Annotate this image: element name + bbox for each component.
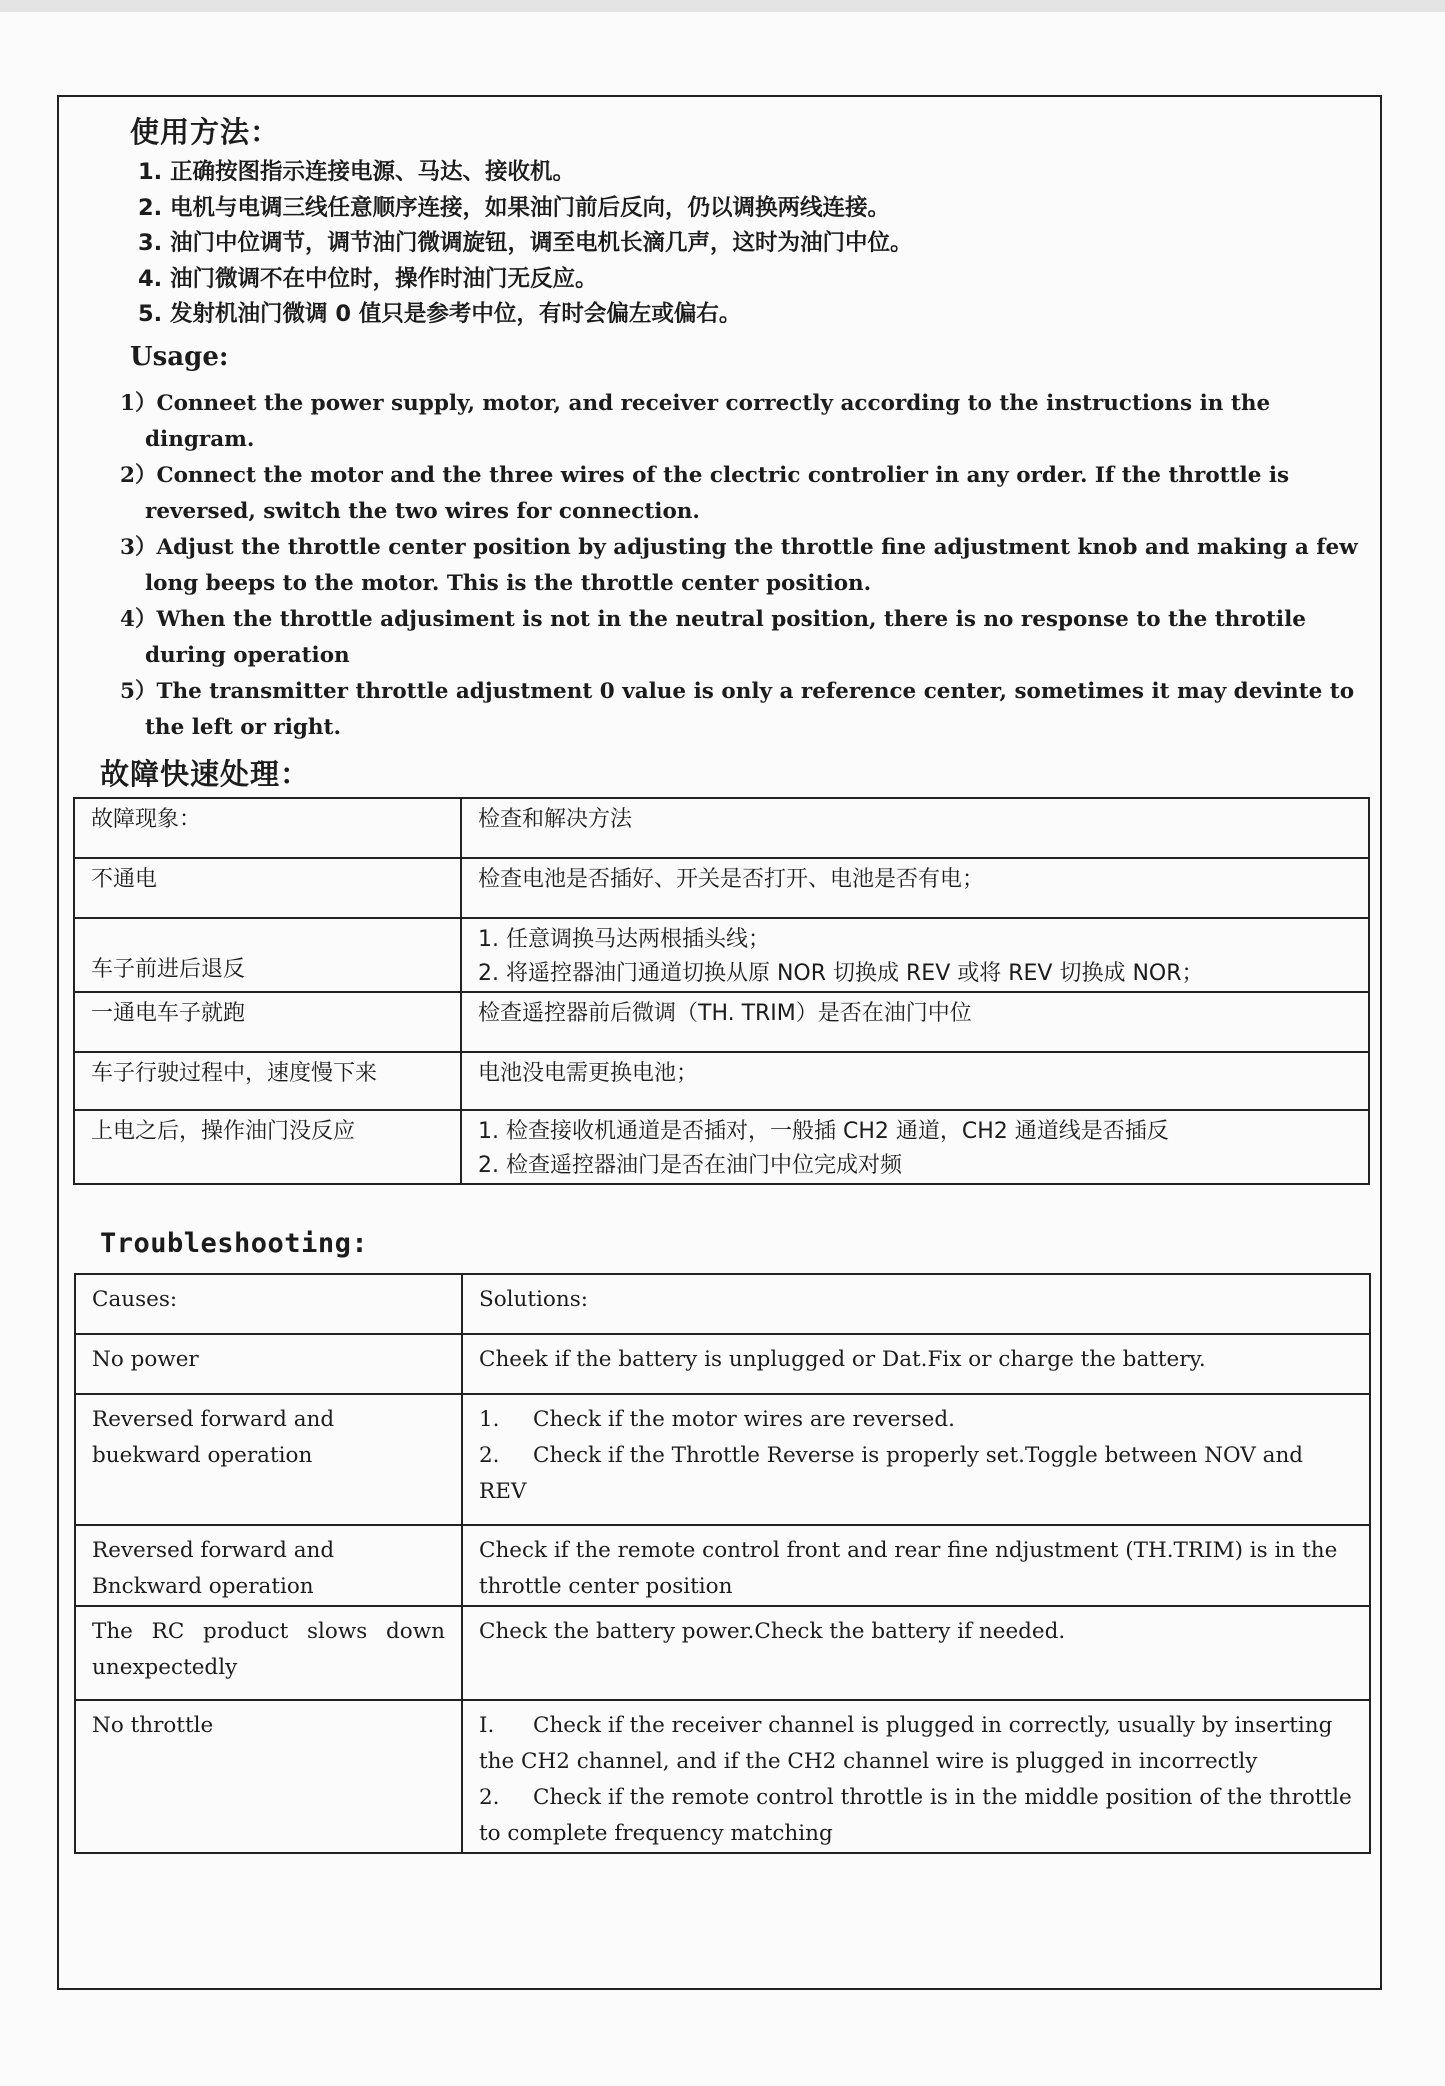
solution-text: Cheek if the battery is unplugged or Dat.Fix or charge the battery. — [479, 1347, 1206, 1372]
table-row — [75, 1700, 1370, 1853]
usage-en-step: 5）The transmitter throttle adjustment 0 value is only a reference center, sometimes it may devinte to the left or right. — [120, 679, 1355, 740]
top-strip — [0, 0, 1445, 12]
cause-cell: No throttle — [75, 1700, 462, 1853]
usage-en-step: 1）Conneet the power supply, motor, and receiver correctly according to the instructions in the dingram. — [120, 391, 1271, 452]
cause-cell: Reversed forward and buekward operation — [75, 1394, 462, 1525]
cause-cell: 车子前进后退反 — [74, 918, 461, 992]
solution-header: 检查和解决方法 — [461, 798, 1369, 858]
cause-cell: 上电之后，操作油门没反应 — [74, 1110, 461, 1184]
trouble-cn-title: 故障快速处理： — [100, 757, 311, 791]
solution-number: 2. — [479, 1443, 500, 1468]
usage-en-step: 4）When the throttle adjusiment is not in the neutral position, there is no response to the throtile during operation — [120, 607, 1306, 668]
solution-line — [479, 1708, 1353, 1780]
table-row — [75, 1525, 1370, 1606]
solution-line — [479, 1614, 1353, 1650]
solution-line — [479, 1438, 1353, 1510]
solution-text: Check the battery power.Check the battery if needed. — [479, 1619, 1066, 1644]
cause-cell: 一通电车子就跑 — [74, 992, 461, 1052]
solution-line: 1. 检查接收机通道是否插对，一般插 CH2 通道，CH2 通道线是否插反 — [478, 1119, 1169, 1144]
cause-header: 故障现象： — [74, 798, 461, 858]
usage-en-step: 3）Adjust the throttle center position by adjusting the throttle fine adjustment knob and making a few long beeps to the motor. This is the throttle center position. — [120, 535, 1358, 596]
solution-text: Check if the receiver channel is plugged in correctly, usually by inserting the CH2 channel, and if the CH2 channel wire is plugged in incorrectly — [479, 1713, 1333, 1774]
solution-cell: 检查遥控器前后微调（TH. TRIM）是否在油门中位 — [461, 992, 1369, 1052]
solution-line — [479, 1402, 1353, 1438]
solution-text: Check if the remote control front and rear fine ndjustment (TH.TRIM) is in the throttle center position — [479, 1538, 1338, 1599]
table-row — [75, 1394, 1370, 1525]
usage-cn-step: 3. 油门中位调节，调节油门微调旋钮，调至电机长滴几声，这时为油门中位。 — [138, 230, 913, 256]
trouble-cn-table — [73, 797, 1370, 1185]
table-header-row — [74, 798, 1369, 858]
solution-line — [479, 1533, 1353, 1605]
solution-number: I. — [479, 1713, 495, 1738]
solution-cell — [461, 918, 1369, 992]
cause-cell: Reversed forward and Bnckward operation — [75, 1525, 462, 1606]
solution-line: 1. 任意调换马达两根插头线； — [478, 927, 770, 952]
solution-line — [479, 1780, 1353, 1852]
solution-cell: 检查电池是否插好、开关是否打开、电池是否有电； — [461, 858, 1369, 918]
table-row — [74, 858, 1369, 918]
cause-cell: The RC product slows down unexpectedly — [75, 1606, 462, 1700]
usage-en-list — [120, 386, 1375, 746]
table-row — [75, 1334, 1370, 1394]
solution-cell — [462, 1700, 1370, 1853]
table-row — [74, 992, 1369, 1052]
trouble-en-table — [74, 1273, 1371, 1854]
table-header-row — [75, 1274, 1370, 1334]
solution-text: Check if the Throttle Reverse is properly set.Toggle between NOV and REV — [479, 1443, 1304, 1504]
usage-cn-step: 2. 电机与电调三线任意顺序连接，如果油门前后反向，仍以调换两线连接。 — [138, 194, 891, 221]
solution-cell: 电池没电需更换电池； — [461, 1052, 1369, 1110]
solution-number: 2. — [479, 1785, 500, 1810]
solution-header: Solutions: — [462, 1274, 1370, 1334]
solution-text: Check if the remote control throttle is in the middle position of the throttle to complete frequency matching — [479, 1785, 1352, 1846]
solution-cell — [462, 1606, 1370, 1700]
usage-en-step: 2）Connect the motor and the three wires of the clectric controlier in any order. If the throttle is reversed, switch the two wires for connection. — [120, 463, 1290, 524]
cause-cell: No power — [75, 1334, 462, 1394]
solution-text: Check if the motor wires are reversed. — [533, 1407, 955, 1432]
usage-cn-step: 1. 正确按图指示连接电源、马达、接收机。 — [138, 159, 576, 185]
usage-cn-list — [138, 155, 913, 333]
solution-line: 2. 将遥控器油门通道切换从原 NOR 切换成 REV 或将 REV 切换成 NOR； — [478, 961, 1204, 986]
usage-en-title: Usage: — [130, 342, 229, 372]
solution-line: 2. 检查遥控器油门是否在油门中位完成对频 — [478, 1153, 902, 1178]
usage-cn-step: 4. 油门微调不在中位时，操作时油门无反应。 — [138, 265, 598, 292]
solution-cell — [462, 1525, 1370, 1606]
solution-cell — [461, 1110, 1369, 1184]
solution-cell — [462, 1394, 1370, 1525]
cause-cell: 不通电 — [74, 858, 461, 918]
table-row — [74, 1110, 1369, 1184]
solution-number: 1. — [479, 1407, 500, 1432]
solution-line — [479, 1342, 1353, 1378]
cause-header: Causes: — [75, 1274, 462, 1334]
usage-cn-step: 5. 发射机油门微调 0 值只是参考中位，有时会偏左或偏右。 — [138, 301, 742, 327]
table-row — [74, 918, 1369, 992]
table-row — [74, 1052, 1369, 1110]
cause-cell: 车子行驶过程中，速度慢下来 — [74, 1052, 461, 1110]
solution-cell — [462, 1334, 1370, 1394]
table-row — [75, 1606, 1370, 1700]
usage-cn-title: 使用方法： — [130, 115, 281, 149]
trouble-en-title: Troubleshooting: — [100, 1228, 369, 1259]
